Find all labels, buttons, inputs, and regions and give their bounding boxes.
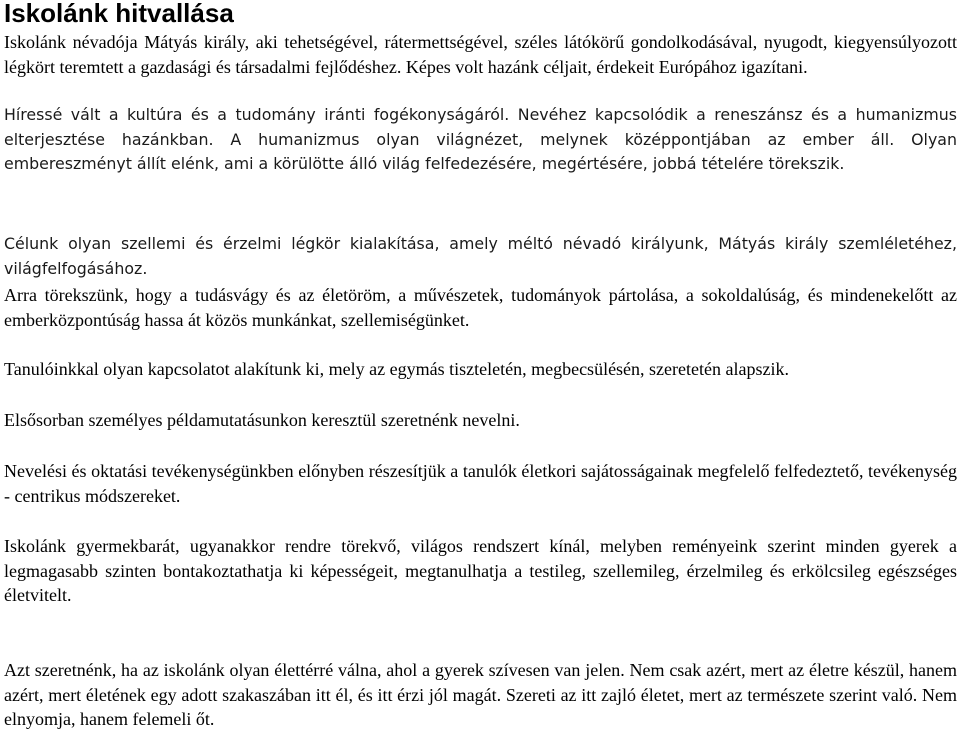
page-title: Iskolánk hitvallása [4, 0, 234, 28]
paragraph-namesake: Iskolánk névadója Mátyás király, aki tehetségével, rátermettségével, széles látókörű gondolkodásával, nyugodt, kiegyensúlyozott légkört teremtett a gazdasági és társadalmi fejlődéshez. Képes volt hazánk céljait, érdekeit Európához igazítani. [4, 32, 957, 77]
paragraph-methods: Nevelési és oktatási tevékenységünkben előnyben részesítjük a tanulók életkori sajátosságainak megfelelő felfedeztető, tevékenység - centrikus módszereket. [4, 461, 957, 506]
paragraph-child-friendly: Iskolánk gyermekbarát, ugyanakkor rendre törekvő, világos rendszert kínál, melyben reményeink szerint minden gyerek a legmagasabb szinten bontakoztathatja ki képességeit, megtanulhatja a testileg, szellemileg, érzelmileg és erkölcsileg egészséges életvitelt. [4, 536, 957, 606]
paragraph-humanism: Híressé vált a kultúra és a tudomány iránti fogékonyságáról. Nevéhez kapcsolódik a reneszánsz és a humanizmus elterjesztése hazánkban. A humanizmus olyan világnézet, melynek középpontjában az ember áll. Olyan embereszményt állít elénk, ami a körülötte álló világ felfedezésére, megértésére, jobbá tételére törekszik. [4, 105, 957, 174]
paragraph-example: Elsősorban személyes példamutatásunkon keresztül szeretnénk nevelni. [4, 410, 520, 430]
paragraph-students: Tanulóinkkal olyan kapcsolatot alakítunk ki, mely az egymás tiszteletén, megbecsülésén, szeretetén alapszik. [4, 359, 789, 379]
paragraph-aspiration: Arra törekszünk, hogy a tudásvágy és az életöröm, a művészetek, tudományok pártolása, a sokoldalúság, és mindenekelőtt az emberközpontúság hassa át közös munkánkat, szellemiségünket. [4, 285, 957, 330]
paragraph-living-space: Azt szeretnénk, ha az iskolánk olyan élettérré válna, ahol a gyerek szívesen van jelen. Nem csak azért, mert az életre készül, hanem azért, mert életének egy adott szakaszában itt él, és itt érzi jól magát. Szereti az itt zajló életet, mert az természete szerint való. Nem elnyomja, hanem felemeli őt. [4, 660, 957, 730]
paragraph-goal: Célunk olyan szellemi és érzelmi légkör kialakítása, amely méltó névadó királyunk, Mátyás király szemléletéhez, világfelfogásához. [4, 234, 957, 278]
